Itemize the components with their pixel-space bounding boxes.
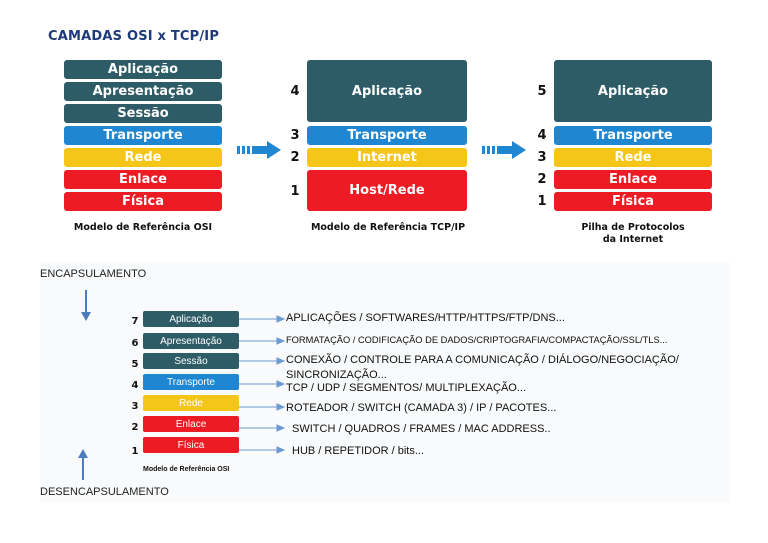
tcpip-num-1: 1 (290, 184, 300, 199)
desencapsulamento-label: DESENCAPSULAMENTO (40, 486, 169, 498)
desc-sessao: CONEXÃO / CONTROLE PARA A COMUNICAÇÃO / DIÁLOGO/NEGOCIAÇÃO/ (286, 354, 679, 366)
encap-layer-apresentacao: Apresentação (143, 333, 239, 349)
connector-arrow-icon (277, 358, 284, 364)
row-num-5: 5 (131, 359, 139, 370)
arrow-down-icon (80, 290, 92, 322)
internet-num-4: 4 (537, 128, 547, 143)
encap-layer-enlace: Enlace (143, 416, 239, 432)
row-num-1: 1 (131, 446, 139, 457)
desc-fisica: HUB / REPETIDOR / bits... (292, 445, 425, 457)
osi-layer-sessao: Sessão (64, 104, 222, 123)
internet-num-3: 3 (537, 150, 547, 165)
osi-layer-fisica: Física (64, 192, 222, 211)
tcpip-num-4: 4 (290, 84, 300, 99)
connector-arrows (239, 300, 289, 470)
encap-layer-fisica: Física (143, 437, 239, 453)
encap-layer-sessao: Sessão (143, 353, 239, 369)
internet-num-2: 2 (537, 172, 547, 187)
connector-arrow-icon (277, 316, 284, 322)
internet-layer-fisica: Física (554, 192, 712, 211)
desc-transporte: TCP / UDP / SEGMENTOS/ MULTIPLEXAÇÃO... (286, 382, 527, 394)
encap-layer-aplicacao: Aplicação (143, 311, 239, 327)
arrow-right-icon (482, 140, 528, 160)
row-num-3: 3 (131, 401, 139, 412)
row-num-2: 2 (131, 422, 139, 433)
encap-layer-transporte: Transporte (143, 374, 239, 390)
arrow-up-icon (77, 448, 89, 480)
encapsulamento-label: ENCAPSULAMENTO (40, 268, 147, 280)
encap-layer-rede: Rede (143, 395, 239, 411)
connector-arrow-icon (277, 447, 284, 453)
internet-num-1: 1 (537, 194, 547, 209)
tcpip-caption: Modelo de Referência TCP/IP (310, 222, 466, 233)
osi-layer-transporte: Transporte (64, 126, 222, 145)
osi-layer-aplicacao: Aplicação (64, 60, 222, 79)
connector-arrow-icon (277, 425, 284, 431)
tcpip-layer-host-rede: Host/Rede (307, 170, 467, 211)
desc-rede: ROTEADOR / SWITCH (CAMADA 3) / IP / PACOTES... (286, 402, 557, 414)
internet-layer-transporte: Transporte (554, 126, 712, 145)
tcpip-layer-transporte: Transporte (307, 126, 467, 145)
internet-layer-aplicacao: Aplicação (554, 60, 712, 122)
desc-sessao-line2: SINCRONIZAÇÃO... (286, 369, 387, 381)
internet-layer-rede: Rede (554, 148, 712, 167)
internet-num-5: 5 (537, 84, 547, 99)
arrow-right-icon (237, 140, 283, 160)
desc-apresentacao: FORMATAÇÃO / CODIFICAÇÃO DE DADOS/CRIPTOGRAFIA/COMPACTAÇÃO/SSL/TLS... (286, 335, 668, 345)
internet-caption-line2: da Internet (602, 234, 664, 245)
row-num-4: 4 (131, 380, 139, 391)
tcpip-layer-aplicacao: Aplicação (307, 60, 467, 122)
osi-layer-enlace: Enlace (64, 170, 222, 189)
osi-layer-rede: Rede (64, 148, 222, 167)
osi-layer-apresentacao: Apresentação (64, 82, 222, 101)
connector-arrow-icon (277, 338, 284, 344)
connector-arrow-icon (277, 404, 284, 410)
osi-caption: Modelo de Referência OSI (73, 222, 213, 233)
tcpip-layer-internet: Internet (307, 148, 467, 167)
desc-enlace: SWITCH / QUADROS / FRAMES / MAC ADDRESS.. (292, 423, 551, 435)
internet-layer-enlace: Enlace (554, 170, 712, 189)
tcpip-num-2: 2 (290, 150, 300, 165)
encap-caption: Modelo de Referência OSI (143, 466, 230, 473)
connector-arrow-icon (277, 381, 284, 387)
internet-caption (560, 222, 706, 246)
row-num-6: 6 (131, 338, 139, 349)
tcpip-num-3: 3 (290, 128, 300, 143)
desc-aplicacao: APLICAÇÕES / SOFTWARES/HTTP/HTTPS/FTP/DNS... (286, 312, 565, 324)
row-num-7: 7 (131, 316, 139, 327)
page-title: CAMADAS OSI x TCP/IP (48, 29, 220, 44)
internet-caption-line1: Pilha de Protocolos (581, 222, 685, 233)
